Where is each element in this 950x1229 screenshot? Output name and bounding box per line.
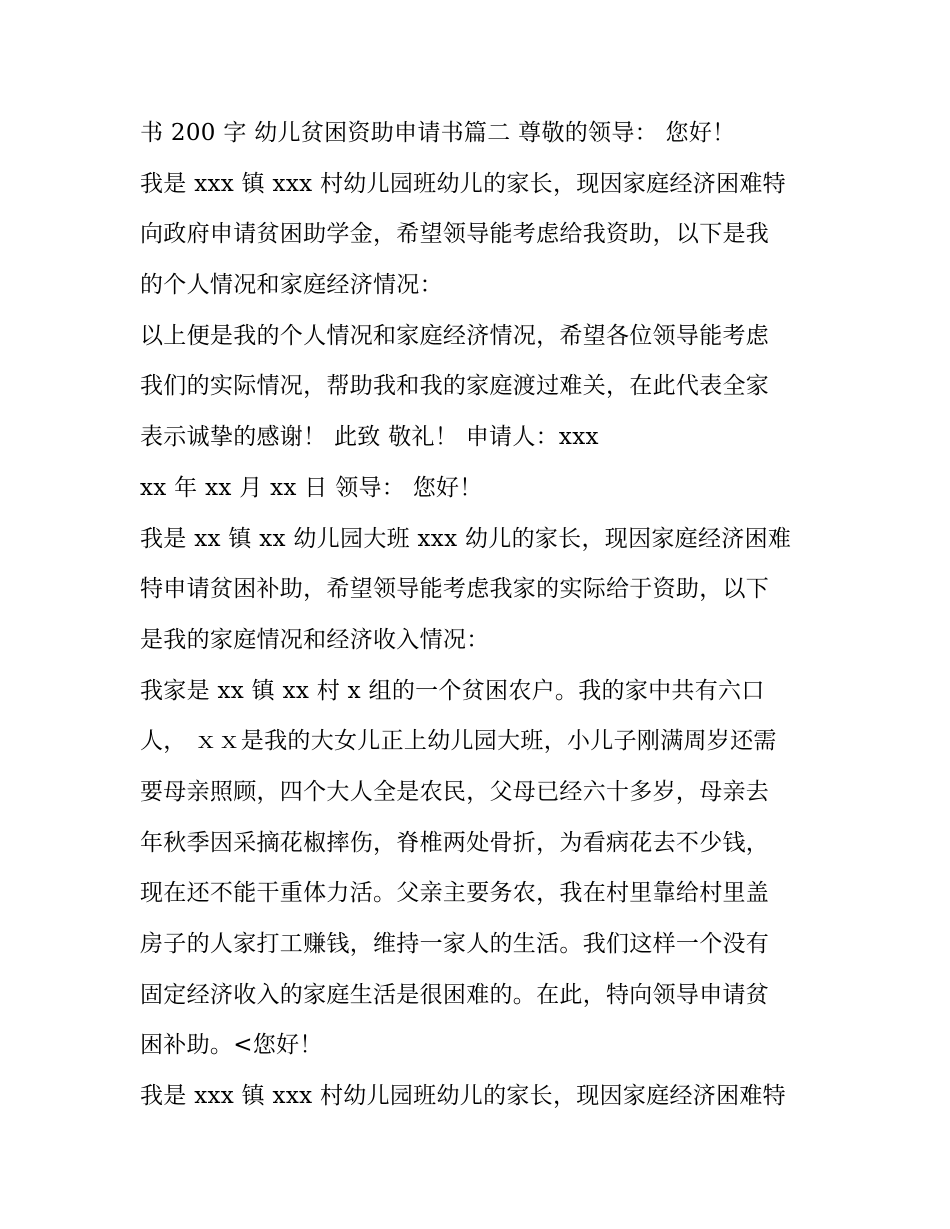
text-line-10: 特申请贫困补助，希望领导能考虑我家的实际给于资助，以下 [140, 576, 770, 603]
text-line-5: 以上便是我的个人情况和家庭经济情况，希望各位领导能考虑 [140, 322, 770, 349]
text-line-9: 我是 xx 镇 xx 幼儿园大班 xxx 幼儿的家长，现因家庭经济困难 [140, 525, 792, 552]
text-line-4: 的个人情况和家庭经济情况： [140, 272, 443, 299]
text-line-7: 表示诚挚的感谢！ 此致 敬礼！ 申请人：xxx [140, 424, 599, 451]
text-line-3: 向政府申请贫困助学金，希望领导能考虑给我资助，以下是我 [140, 221, 770, 248]
text-line-14: 要母亲照顾，四个大人全是农民，父母已经六十多岁，母亲去 [140, 778, 770, 805]
text-line-2: 我是 xxx 镇 xxx 村幼儿园班幼儿的家长，现因家庭经济困难特 [140, 170, 786, 197]
text-line-8: xx 年 xx 月 xx 日 领导： 您好！ [140, 474, 483, 501]
text-line-6: 我们的实际情况，帮助我和我的家庭渡过难关，在此代表全家 [140, 373, 770, 400]
text-line-13: 人， ｘｘ是我的大女儿正上幼儿园大班，小儿子刚满周岁还需 [140, 728, 777, 755]
text-line-16: 现在还不能干重体力活。父亲主要务农，我在村里靠给村里盖 [140, 880, 770, 907]
text-line-1: 书 200 字 幼儿贫困资助申请书篇二 尊敬的领导： 您好！ [140, 120, 736, 146]
text-line-20: 我是 xxx 镇 xxx 村幼儿园班幼儿的家长，现因家庭经济困难特 [140, 1083, 786, 1110]
text-line-17: 房子的人家打工赚钱，维持一家人的生活。我们这样一个没有 [140, 931, 770, 957]
text-line-15: 年秋季因采摘花椒摔伤，脊椎两处骨折，为看病花去不少钱， [140, 829, 770, 856]
text-line-11: 是我的家庭情况和经济收入情况： [140, 626, 490, 653]
text-line-12: 我家是 xx 镇 xx 村 x 组的一个贫困农户。我的家中共有六口 [140, 677, 765, 704]
text-line-19: 困补助。<您好！ [140, 1032, 323, 1059]
document-body [140, 108, 820, 1122]
text-line-18: 固定经济收入的家庭生活是很困难的。在此，特向领导申请贫 [140, 981, 770, 1008]
